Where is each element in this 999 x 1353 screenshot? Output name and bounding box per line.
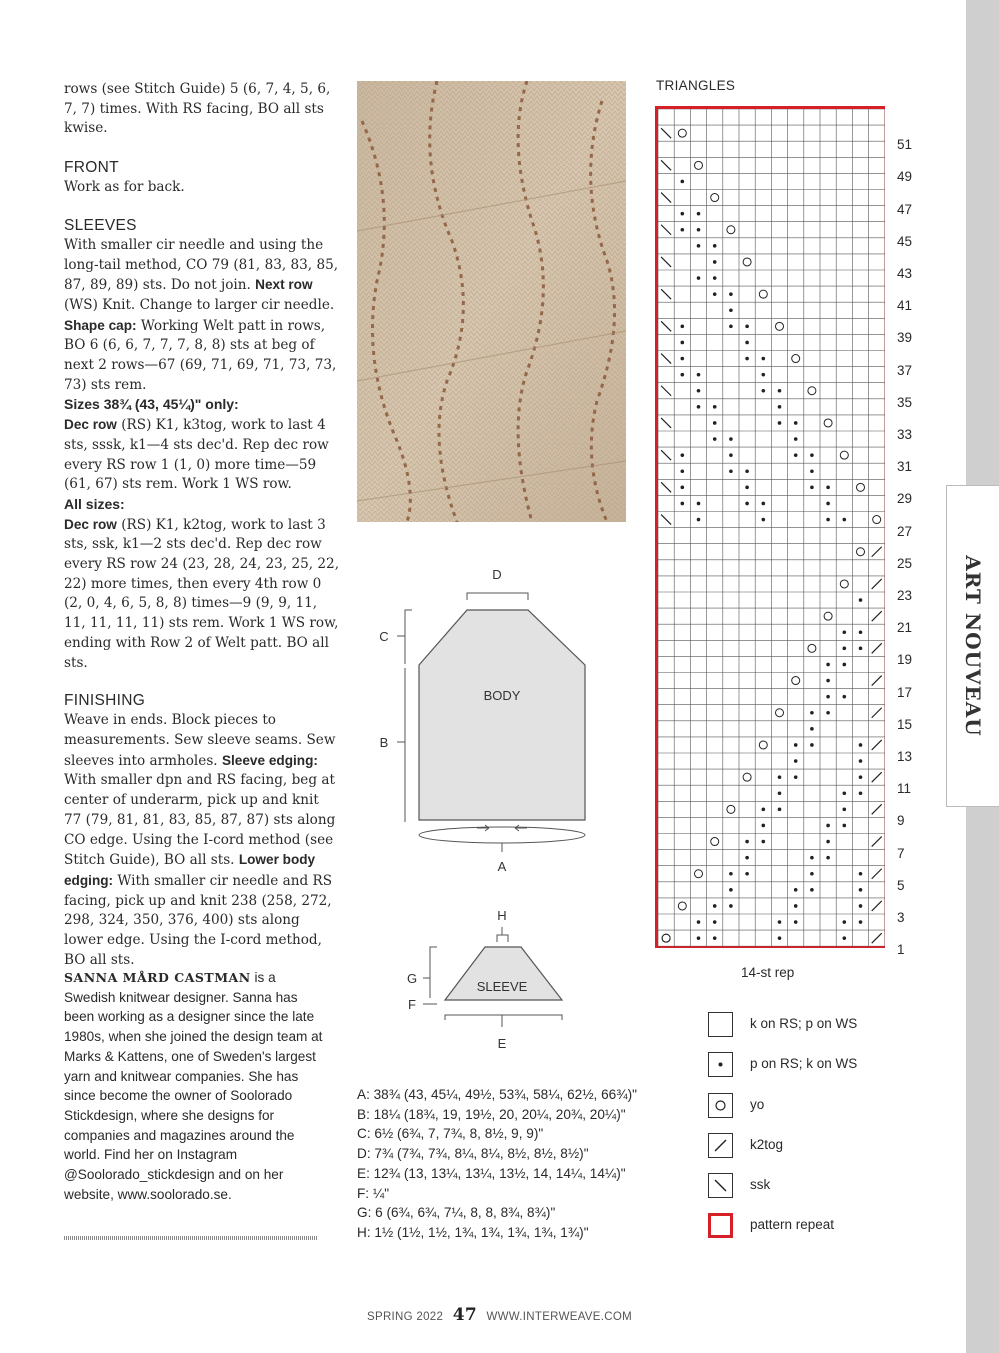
purl-symbol bbox=[713, 936, 717, 940]
knit-icon bbox=[708, 1012, 733, 1037]
row-number: 9 bbox=[897, 813, 905, 829]
finishing-text-3: With smaller cir needle and RS facing, pick up and knit 238 (258, 272, 298, 324, 350, 376, 400) sts along lower edge. Using the I-cord method, BO all sts. bbox=[64, 872, 333, 968]
purl-symbol bbox=[843, 630, 847, 634]
purl-symbol bbox=[794, 904, 798, 908]
label-b: B bbox=[379, 735, 389, 750]
k2tog-symbol bbox=[872, 611, 882, 621]
purl-symbol bbox=[729, 292, 733, 296]
k2tog-symbol bbox=[872, 708, 882, 718]
purl-symbol bbox=[745, 325, 749, 329]
purl-symbol bbox=[859, 775, 863, 779]
finishing-heading: FINISHING bbox=[64, 692, 146, 710]
yo-symbol bbox=[792, 355, 800, 363]
purl-symbol bbox=[826, 486, 830, 490]
ssk-symbol bbox=[661, 257, 671, 267]
purl-symbol bbox=[826, 695, 830, 699]
measurement-a: A: 38¾ (43, 45¼, 49½, 53¾, 58¼, 62½, 66¾)" bbox=[357, 1087, 637, 1102]
body-shape bbox=[419, 610, 585, 820]
purl-symbol bbox=[778, 808, 782, 812]
row-number: 51 bbox=[897, 137, 913, 153]
purl-symbol bbox=[810, 888, 814, 892]
legend-item-purl bbox=[708, 1052, 908, 1080]
purl-symbol bbox=[826, 502, 830, 506]
finishing-paragraph bbox=[64, 711, 339, 970]
measurement-g: G: 6 (6¾, 6¾, 7¼, 8, 8, 8¾, 8¾)" bbox=[357, 1205, 556, 1221]
purl-symbol bbox=[794, 453, 798, 457]
purl-symbol bbox=[745, 872, 749, 876]
label-f: F bbox=[408, 997, 416, 1012]
all-sizes-label: All sizes: bbox=[64, 495, 125, 512]
purl-symbol bbox=[762, 840, 766, 844]
purl-symbol bbox=[681, 502, 685, 506]
yo-symbol bbox=[727, 226, 735, 234]
row-number: 35 bbox=[897, 394, 913, 410]
yo-symbol bbox=[743, 773, 751, 781]
purl-symbol bbox=[794, 888, 798, 892]
purl-symbol bbox=[729, 888, 733, 892]
purl-symbol bbox=[745, 856, 749, 860]
purl-symbol bbox=[826, 518, 830, 522]
ssk-symbol bbox=[661, 515, 671, 525]
yo-symbol bbox=[840, 451, 848, 459]
purl-symbol bbox=[810, 469, 814, 473]
footer-website: WWW.INTERWEAVE.COM bbox=[486, 1311, 632, 1323]
purl-symbol bbox=[713, 244, 717, 248]
row-number: 49 bbox=[897, 169, 913, 185]
purl-symbol bbox=[843, 791, 847, 795]
purl-symbol bbox=[762, 373, 766, 377]
row-number: 25 bbox=[897, 555, 913, 571]
k2tog-symbol bbox=[872, 933, 882, 943]
purl-symbol bbox=[810, 743, 814, 747]
label-d: D bbox=[492, 567, 502, 582]
chart-title: TRIANGLES bbox=[656, 78, 736, 93]
purl-symbol bbox=[729, 872, 733, 876]
all-sizes-paragraph bbox=[64, 515, 339, 674]
yo-symbol bbox=[824, 419, 832, 427]
pattern-repeat-box-icon bbox=[708, 1213, 733, 1238]
purl-symbol bbox=[778, 389, 782, 393]
ssk-symbol bbox=[661, 450, 671, 460]
ssk-symbol bbox=[661, 193, 671, 203]
purl-symbol bbox=[713, 405, 717, 409]
k2tog-symbol bbox=[872, 772, 882, 782]
yo-symbol bbox=[743, 258, 751, 266]
measurement-h: H: 1½ (1½, 1½, 1¾, 1¾, 1¾, 1¾, 1¾)" bbox=[357, 1224, 589, 1240]
designer-name: SANNA MÅRD CASTMAN bbox=[64, 970, 251, 985]
purl-symbol bbox=[713, 904, 717, 908]
page-number: 47 bbox=[452, 1305, 477, 1325]
ssk-backslash-icon bbox=[708, 1173, 733, 1198]
front-heading: FRONT bbox=[64, 159, 119, 177]
sleeves-text-3: Working Welt patt in rows, BO 6 (6, 6, 7, 7, 7, 8, 8) sts at beg of next 2 rows—67 (69, 71, 69, 71, 73, 73, 73) sts rem. bbox=[64, 317, 337, 393]
dec-row-label: Dec row bbox=[64, 516, 117, 532]
purl-symbol bbox=[762, 357, 766, 361]
purl-symbol bbox=[859, 598, 863, 602]
purl-symbol bbox=[697, 212, 701, 216]
finishing-text-1: Weave in ends. Block pieces to measurements. Sew sleeve seams. Sew sleeves into armholes. bbox=[64, 712, 336, 769]
purl-symbol bbox=[697, 405, 701, 409]
intro-paragraph: rows (see Stitch Guide) 5 (6, 7, 4, 5, 6, 7, 7) times. With RS facing, BO all sts kwise. bbox=[64, 81, 331, 137]
label-e: E bbox=[497, 1036, 507, 1051]
purl-symbol bbox=[697, 373, 701, 377]
sizes-paragraph bbox=[64, 415, 339, 495]
legend-label: yo bbox=[750, 1097, 765, 1112]
sleeves-heading: SLEEVES bbox=[64, 216, 137, 234]
purl-symbol bbox=[697, 920, 701, 924]
ssk-symbol bbox=[661, 289, 671, 299]
purl-symbol bbox=[778, 936, 782, 940]
sizes-text: (RS) K1, k3tog, work to last 4 sts, sssk, k1—4 sts dec'd. Rep dec row every RS row 1 (1, 0) more time—59 (61, 67) sts rem. Work 1 WS row. bbox=[64, 417, 329, 493]
measurement-b: B: 18¼ (18¾, 19, 19½, 20, 20¼, 20¾, 20¼)" bbox=[357, 1106, 626, 1122]
row-number: 17 bbox=[897, 684, 913, 700]
purl-symbol bbox=[745, 840, 749, 844]
ssk-symbol bbox=[661, 160, 671, 170]
knit-swatch-photo bbox=[357, 81, 626, 522]
ssk-symbol bbox=[661, 321, 671, 331]
sizes-label: Sizes 38¾ (43, 45¼)" only: bbox=[64, 396, 239, 413]
yo-symbol bbox=[695, 870, 703, 878]
purl-symbol bbox=[826, 856, 830, 860]
purl-symbol bbox=[843, 808, 847, 812]
legend-item-repeat bbox=[708, 1213, 908, 1241]
repeat-label: 14-st rep bbox=[741, 965, 795, 980]
purl-symbol bbox=[697, 502, 701, 506]
label-a: A bbox=[497, 859, 507, 874]
label-h: H bbox=[497, 908, 507, 923]
purl-symbol bbox=[762, 389, 766, 393]
bio-text: is a Swedish knitwear designer. Sanna has been working as a designer since the late 1980s, when she joined the design team at Marks & Kattens, one of Sweden's largest yarn and knitwear companies. She has since become the owner of Soolorado Stickdesign, where she designs for companies and magazines around the world. Find her on Instagram @Soolorado_stickdesign and on her website, www.soolorado.se. bbox=[64, 970, 323, 1202]
purl-symbol bbox=[859, 630, 863, 634]
purl-symbol bbox=[729, 437, 733, 441]
purl-symbol bbox=[713, 437, 717, 441]
designer-bio bbox=[64, 968, 324, 1204]
chart-grid bbox=[655, 106, 885, 948]
shape-cap-label: Shape cap: bbox=[64, 317, 137, 333]
purl-symbol bbox=[859, 872, 863, 876]
purl-symbol bbox=[729, 325, 733, 329]
purl-symbol bbox=[810, 872, 814, 876]
purl-symbol bbox=[681, 228, 685, 232]
purl-symbol bbox=[745, 341, 749, 345]
yo-symbol bbox=[759, 290, 767, 298]
purl-symbol bbox=[745, 502, 749, 506]
purl-symbol bbox=[697, 228, 701, 232]
row-number: 47 bbox=[897, 201, 913, 217]
purl-symbol bbox=[859, 920, 863, 924]
row-number: 11 bbox=[897, 781, 912, 797]
purl-symbol bbox=[843, 936, 847, 940]
purl-symbol bbox=[843, 695, 847, 699]
legend-label: pattern repeat bbox=[750, 1217, 835, 1232]
legend-item-ssk bbox=[708, 1173, 908, 1201]
row-number: 39 bbox=[897, 330, 913, 346]
row-number: 3 bbox=[897, 909, 905, 925]
purl-symbol bbox=[794, 759, 798, 763]
ssk-symbol bbox=[661, 128, 671, 138]
row-number: 27 bbox=[897, 523, 913, 539]
k2tog-symbol bbox=[872, 869, 882, 879]
purl-symbol bbox=[859, 888, 863, 892]
purl-symbol bbox=[859, 647, 863, 651]
purl-symbol bbox=[778, 791, 782, 795]
measurement-list bbox=[357, 1085, 657, 1243]
all-sizes-text: (RS) K1, k2tog, work to last 3 sts, ssk, k1—2 sts dec'd. Rep dec row every RS row 24 (23, 28, 24, 23, 25, 22, 22) more times, then every 4th row 0 (2, 0, 4, 6, 5, 8, 8) times—9 (9, 9, 11, 11, 11, 11, 11) sts rem. Work 1 WS row, ending with Row 2 of Welt patt. BO all sts. bbox=[64, 516, 340, 671]
purl-symbol bbox=[681, 453, 685, 457]
purl-symbol bbox=[681, 325, 685, 329]
yo-symbol bbox=[727, 805, 735, 813]
row-number: 23 bbox=[897, 587, 913, 603]
purl-symbol bbox=[826, 824, 830, 828]
lower-body-edging-label: Lower body edging: bbox=[64, 852, 316, 888]
row-number: 29 bbox=[897, 491, 913, 507]
yo-symbol bbox=[808, 644, 816, 652]
purl-symbol bbox=[762, 502, 766, 506]
purl-symbol bbox=[697, 518, 701, 522]
yo-circle-icon bbox=[708, 1093, 733, 1118]
body-label: BODY bbox=[483, 688, 521, 703]
purl-symbol bbox=[794, 920, 798, 924]
measurement-c: C: 6½ (6¾, 7, 7¾, 8, 8½, 9, 9)" bbox=[357, 1126, 544, 1142]
sleeves-text-1: With smaller cir needle and using the long-tail method, CO 79 (81, 83, 83, 85, 87, 89, 89) sts. Do not join. bbox=[64, 236, 339, 294]
purl-symbol bbox=[826, 711, 830, 715]
legend-item-yo bbox=[708, 1093, 908, 1121]
purl-symbol bbox=[762, 518, 766, 522]
purl-symbol bbox=[843, 824, 847, 828]
finishing-text-2: With smaller dpn and RS facing, beg at center of underarm, pick up and knit 77 (79, 81, 81, 83, 85, 87, 87) sts along CO edge. Using the I-cord method (see Stitch Guide), BO all sts. bbox=[64, 772, 336, 869]
knit-texture-image bbox=[357, 81, 626, 522]
label-g: G bbox=[406, 971, 418, 986]
dec-row-label: Dec row bbox=[64, 417, 117, 433]
purl-symbol bbox=[729, 308, 733, 312]
purl-symbol bbox=[810, 856, 814, 860]
row-number: 45 bbox=[897, 233, 913, 249]
sleeves-text-2: (WS) Knit. Change to larger cir needle. bbox=[64, 296, 335, 313]
k2tog-symbol bbox=[872, 804, 882, 814]
purl-symbol bbox=[794, 437, 798, 441]
legend-label: k on RS; p on WS bbox=[750, 1016, 858, 1031]
purl-symbol bbox=[681, 180, 685, 184]
yo-symbol bbox=[808, 387, 816, 395]
purl-symbol bbox=[778, 405, 782, 409]
ssk-symbol bbox=[661, 482, 671, 492]
yo-symbol bbox=[678, 129, 686, 137]
purl-symbol bbox=[843, 518, 847, 522]
schematic-diagram bbox=[357, 560, 607, 1064]
purl-symbol bbox=[713, 276, 717, 280]
purl-symbol bbox=[745, 469, 749, 473]
ssk-symbol bbox=[661, 225, 671, 235]
purl-symbol bbox=[681, 373, 685, 377]
row-number: 31 bbox=[897, 459, 913, 475]
yo-symbol bbox=[840, 580, 848, 588]
purl-symbol bbox=[713, 421, 717, 425]
section-tab-label: ART NOUVEAU bbox=[961, 555, 985, 737]
purl-symbol bbox=[713, 260, 717, 264]
schematic-svg bbox=[357, 560, 607, 1060]
purl-symbol bbox=[826, 679, 830, 683]
purl-symbol bbox=[810, 727, 814, 731]
purl-symbol bbox=[729, 904, 733, 908]
yo-symbol bbox=[711, 194, 719, 202]
purl-symbol bbox=[859, 791, 863, 795]
row-number: 37 bbox=[897, 362, 913, 378]
purl-symbol bbox=[681, 212, 685, 216]
purl-symbol bbox=[713, 292, 717, 296]
yo-symbol bbox=[776, 322, 784, 330]
yo-symbol bbox=[776, 709, 784, 717]
purl-symbol bbox=[681, 341, 685, 345]
purl-symbol bbox=[745, 357, 749, 361]
purl-symbol bbox=[778, 421, 782, 425]
row-number: 43 bbox=[897, 265, 913, 281]
yo-symbol bbox=[662, 934, 670, 942]
purl-symbol bbox=[745, 486, 749, 490]
yo-symbol bbox=[678, 902, 686, 910]
purl-symbol bbox=[843, 663, 847, 667]
legend-label: p on RS; k on WS bbox=[750, 1056, 858, 1071]
front-text: Work as for back. bbox=[64, 179, 185, 196]
purl-symbol bbox=[810, 486, 814, 490]
yo-symbol bbox=[792, 677, 800, 685]
sleeve-label: SLEEVE bbox=[476, 979, 528, 994]
measurement-f: F: ¼" bbox=[357, 1185, 390, 1201]
row-number: 41 bbox=[897, 298, 913, 314]
page-footer bbox=[0, 1305, 999, 1325]
purl-symbol bbox=[794, 743, 798, 747]
row-number: 13 bbox=[897, 748, 913, 764]
purl-symbol bbox=[843, 920, 847, 924]
yo-symbol bbox=[824, 612, 832, 620]
k2tog-symbol bbox=[872, 676, 882, 686]
yo-symbol bbox=[759, 741, 767, 749]
k2tog-symbol bbox=[872, 837, 882, 847]
yo-symbol bbox=[695, 161, 703, 169]
yo-symbol bbox=[711, 838, 719, 846]
row-number: 19 bbox=[897, 652, 913, 668]
sleeves-paragraph bbox=[64, 236, 339, 396]
purl-symbol bbox=[810, 453, 814, 457]
yo-symbol bbox=[857, 548, 865, 556]
section-tab bbox=[946, 485, 999, 807]
k2tog-symbol bbox=[872, 643, 882, 653]
purl-symbol bbox=[859, 743, 863, 747]
purl-symbol bbox=[859, 759, 863, 763]
purl-symbol bbox=[859, 904, 863, 908]
row-number: 15 bbox=[897, 716, 913, 732]
ssk-symbol bbox=[661, 386, 671, 396]
purl-symbol bbox=[762, 824, 766, 828]
purl-symbol bbox=[843, 647, 847, 651]
label-c: C bbox=[379, 629, 389, 644]
purl-dot-icon bbox=[708, 1052, 733, 1077]
measurement-d: D: 7¾ (7¾, 7¾, 8¼, 8¼, 8½, 8½, 8½)" bbox=[357, 1146, 589, 1162]
bio-divider bbox=[64, 1236, 318, 1240]
purl-symbol bbox=[697, 389, 701, 393]
purl-symbol bbox=[681, 469, 685, 473]
purl-symbol bbox=[697, 936, 701, 940]
purl-symbol bbox=[713, 920, 717, 924]
legend-label: ssk bbox=[750, 1177, 771, 1192]
row-number: 5 bbox=[897, 877, 905, 893]
purl-symbol bbox=[681, 486, 685, 490]
purl-symbol bbox=[778, 775, 782, 779]
sleeve-edging-label: Sleeve edging: bbox=[221, 752, 318, 768]
yo-symbol bbox=[873, 516, 881, 524]
row-number: 7 bbox=[897, 845, 905, 861]
yo-symbol bbox=[857, 483, 865, 491]
purl-symbol bbox=[794, 421, 798, 425]
ssk-symbol bbox=[661, 354, 671, 364]
purl-symbol bbox=[681, 357, 685, 361]
purl-symbol bbox=[810, 711, 814, 715]
triangles-chart bbox=[655, 106, 885, 952]
row-number: 1 bbox=[897, 942, 905, 958]
purl-symbol bbox=[697, 244, 701, 248]
k2tog-symbol bbox=[872, 547, 882, 557]
next-row-label: Next row bbox=[255, 277, 313, 293]
row-number: 33 bbox=[897, 426, 913, 442]
purl-symbol bbox=[729, 453, 733, 457]
measurement-e: E: 12¾ (13, 13¼, 13¼, 13½, 14, 14¼, 14¼)" bbox=[357, 1165, 626, 1181]
k2tog-symbol bbox=[872, 579, 882, 589]
legend-label: k2tog bbox=[750, 1137, 784, 1152]
purl-symbol bbox=[762, 808, 766, 812]
purl-symbol bbox=[697, 276, 701, 280]
instructions-column bbox=[64, 80, 339, 970]
legend-item-k2tog bbox=[708, 1133, 908, 1161]
k2tog-slash-icon bbox=[708, 1133, 733, 1158]
row-number: 21 bbox=[897, 620, 913, 636]
purl-symbol bbox=[778, 920, 782, 924]
footer-season: SPRING 2022 bbox=[367, 1311, 444, 1323]
purl-symbol bbox=[794, 775, 798, 779]
k2tog-symbol bbox=[872, 901, 882, 911]
purl-symbol bbox=[826, 663, 830, 667]
k2tog-symbol bbox=[872, 740, 882, 750]
purl-symbol bbox=[729, 469, 733, 473]
ssk-symbol bbox=[661, 418, 671, 428]
purl-symbol bbox=[826, 840, 830, 844]
legend-item-knit bbox=[708, 1012, 908, 1040]
